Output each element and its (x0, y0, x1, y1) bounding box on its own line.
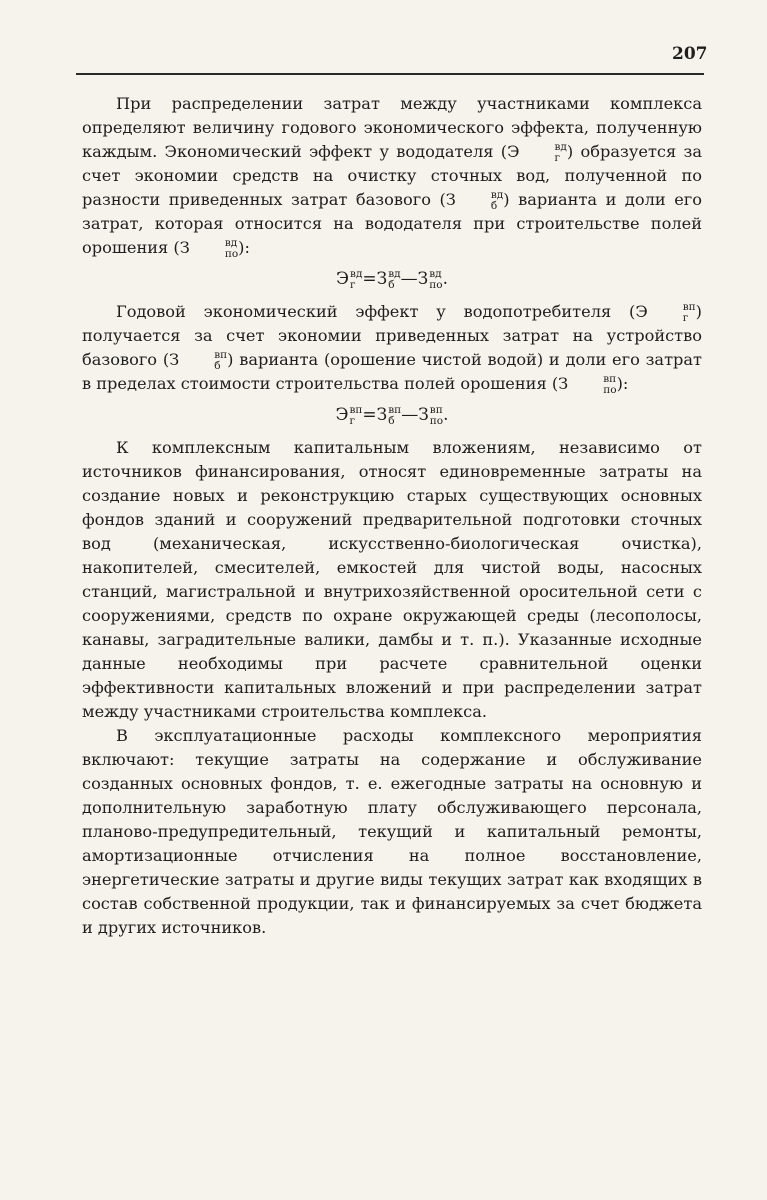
index-notation (430, 405, 443, 427)
subscript: по (429, 414, 444, 427)
formula (82, 402, 702, 428)
body-text (82, 92, 702, 940)
subscript: б (490, 199, 498, 212)
subscript: по (429, 278, 443, 291)
superscript: вд (350, 267, 363, 280)
index-notation (350, 405, 363, 427)
text-segment: ): (616, 374, 629, 393)
superscript: вд (554, 140, 567, 153)
superscript: вп (214, 348, 228, 361)
subscript: б (388, 278, 395, 291)
index-notation (521, 142, 567, 164)
subscript: г (349, 414, 356, 427)
page-number: 207 (672, 44, 708, 64)
superscript: вп (682, 300, 696, 313)
index-notation (180, 350, 227, 372)
index-notation (649, 302, 696, 324)
superscript: вд (224, 236, 238, 249)
text-segment: ) варианта (орошение чистой водой) и доли его затрат в пределах стоимости строительства полей орошения (З (82, 350, 703, 393)
text-segment: Э (335, 405, 349, 425)
index-notation (569, 374, 616, 396)
formula (82, 266, 702, 292)
index-notation (429, 269, 442, 291)
subscript: по (603, 383, 617, 396)
header-rule (76, 73, 704, 75)
index-notation (388, 405, 401, 427)
subscript: г (350, 278, 356, 291)
superscript: вд (490, 188, 504, 201)
superscript: вп (388, 403, 402, 416)
superscript: вд (429, 267, 442, 280)
text-segment: ) получается за счет экономии приведенных затрат на устройство базового (З (82, 302, 702, 369)
text-segment: . (442, 269, 448, 289)
text-segment: ): (238, 238, 250, 257)
text-segment: В эксплуатационные расходы комплексного мероприятия включают: текущие затраты на содержание и обслуживание созданных основных фондов, т. е. ежегодные затраты на основную и дополнительную заработную плату обслуживающего персонала, планово-предупредительный, текущий и капитальный ремонты, амортизационные отчисления на полное восстановление, энергетические затраты и другие виды текущих затрат как входящих в состав собственной продукции, так и финансируемых за счет бюджета и других источников. (82, 726, 702, 937)
text-segment: . (443, 405, 449, 425)
superscript: вд (388, 267, 401, 280)
index-notation (457, 190, 503, 212)
subscript: по (224, 247, 239, 260)
text-segment: =З (362, 269, 388, 289)
index-notation (388, 269, 400, 291)
paragraph (82, 436, 702, 724)
superscript: вп (603, 372, 617, 385)
index-notation (191, 238, 238, 260)
text-segment: Э (336, 269, 350, 289)
index-notation (350, 269, 362, 291)
paragraph (82, 724, 702, 940)
text-segment: =З (362, 405, 388, 425)
text-segment: —З (401, 405, 429, 425)
subscript: г (554, 151, 561, 164)
subscript: б (214, 359, 221, 372)
text-segment: —З (400, 269, 429, 289)
superscript: вп (349, 403, 363, 416)
text-segment: К комплексным капитальным вложениям, независимо от источников финансирования, относят единовременные затраты на создание новых и реконструкцию старых существующих основных фондов зданий и сооружений предварительной подготовки сточных вод (механическая, искусственно-биологическая очистка), накопителей, смесителей, емкостей для чистой воды, насосных станций, магистральной и внутрихозяйственной оросительной сети с сооружениями, средств по охране окружающей среды (лесополосы, канавы, заградительные валики, дамбы и т. п.). Указанные исходные данные необходимы при расчете сравнительной оценки эффективности капитальных вложений и при распределении затрат между участниками строительства комплекса. (82, 438, 702, 721)
text-segment: При распределении затрат между участниками комплекса определяют величину годового экономического эффекта, полученную каждым. Экономический эффект у вододателя (Э (82, 94, 702, 161)
paragraph (82, 300, 702, 396)
paragraph (82, 92, 702, 260)
text-segment: Годовой экономический эффект у водопотребителя (Э (116, 302, 648, 321)
subscript: г (682, 311, 689, 324)
text-segment: ) варианта и доли его затрат, которая относится на вододателя при строительстве полей орошения (З (82, 190, 702, 257)
text-segment: ) образуется за счет экономии средств на очистку сточных вод, полученной по разности приведенных затрат базового (З (82, 142, 702, 209)
subscript: б (388, 414, 395, 427)
superscript: вп (429, 403, 443, 416)
